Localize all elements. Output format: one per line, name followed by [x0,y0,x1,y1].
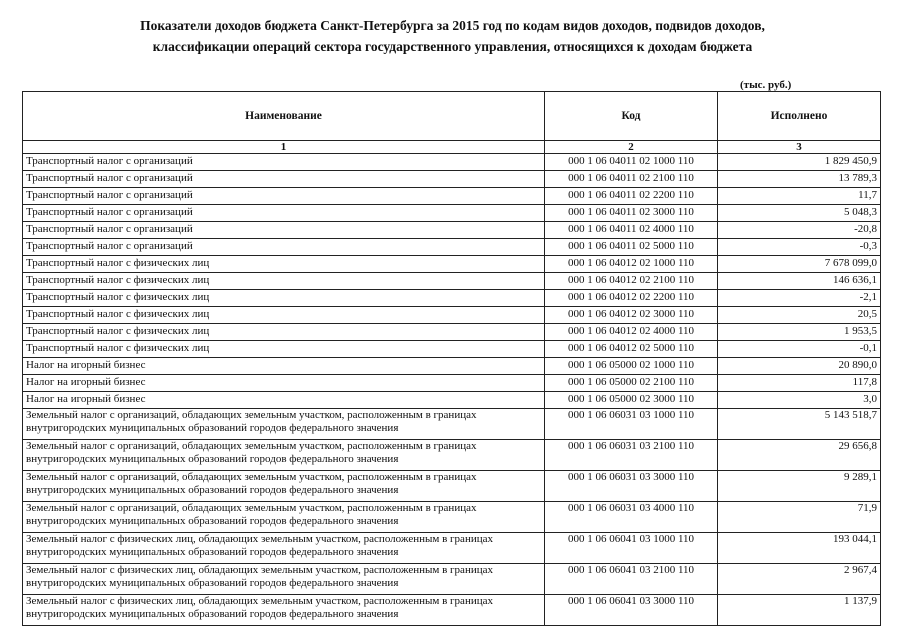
cell-executed: -0,3 [718,239,881,256]
cell-name [23,171,545,188]
table-row [23,290,881,307]
cell-code: 000 1 06 04012 02 5000 110 [545,341,718,358]
cell-name-line: Земельный налог с физических лиц, обладающих земельным участком, расположенным в границах [26,595,493,607]
cell-executed: -2,1 [718,290,881,307]
table-row [23,358,881,375]
cell-name [23,341,545,358]
table-row [23,471,881,502]
cell-name-line: Транспортный налог с физических лиц [26,308,210,320]
cell-name [23,222,545,239]
cell-name [23,502,545,533]
cell-code: 000 1 06 06041 03 2100 110 [545,564,718,595]
table-row [23,222,881,239]
cell-code: 000 1 06 05000 02 2100 110 [545,375,718,392]
cell-name [23,533,545,564]
table-row [23,409,881,440]
cell-code: 000 1 06 05000 02 3000 110 [545,392,718,409]
cell-code: 000 1 06 04011 02 5000 110 [545,239,718,256]
cell-name [23,307,545,324]
cell-name-line: Налог на игорный бизнес [26,359,146,371]
cell-name-line: внутригородских муниципальных образований городов федерального значения [26,515,399,527]
table-row [23,154,881,171]
cell-name-line: Налог на игорный бизнес [26,393,146,405]
cell-name-line: Транспортный налог с организаций [26,189,193,201]
table-row [23,273,881,290]
cell-name-line: внутригородских муниципальных образований городов федерального значения [26,577,399,589]
document-title [0,15,905,57]
table-row [23,324,881,341]
cell-executed: 71,9 [718,502,881,533]
cell-executed: 1 137,9 [718,595,881,626]
cell-executed: 1 829 450,9 [718,154,881,171]
cell-code: 000 1 06 04012 02 2100 110 [545,273,718,290]
cell-executed: -20,8 [718,222,881,239]
cell-executed: 117,8 [718,375,881,392]
cell-code: 000 1 06 04011 02 3000 110 [545,205,718,222]
cell-name [23,273,545,290]
cell-executed: 146 636,1 [718,273,881,290]
cell-code: 000 1 06 04012 02 4000 110 [545,324,718,341]
cell-executed: 2 967,4 [718,564,881,595]
table-row [23,205,881,222]
cell-name-line: внутригородских муниципальных образований городов федерального значения [26,608,399,620]
cell-name-line: внутригородских муниципальных образований городов федерального значения [26,546,399,558]
cell-name [23,440,545,471]
cell-name [23,290,545,307]
header-name: Наименование [23,92,545,141]
cell-name-line: Транспортный налог с физических лиц [26,325,210,337]
table-row [23,307,881,324]
title-line-1: Показатели доходов бюджета Санкт-Петербурга за 2015 год по кодам видов доходов, подвидов доходов, [140,18,765,33]
table-row [23,256,881,273]
cell-code: 000 1 06 04011 02 4000 110 [545,222,718,239]
cell-executed: 20 890,0 [718,358,881,375]
revenue-table [22,91,881,626]
cell-name [23,471,545,502]
cell-name-line: Земельный налог с организаций, обладающих земельным участком, расположенным в границах [26,471,477,483]
cell-executed: 193 044,1 [718,533,881,564]
cell-code: 000 1 06 04011 02 2200 110 [545,188,718,205]
cell-code: 000 1 06 05000 02 1000 110 [545,358,718,375]
table-row [23,239,881,256]
cell-name [23,595,545,626]
cell-name [23,409,545,440]
cell-name-line: Налог на игорный бизнес [26,376,146,388]
cell-name [23,358,545,375]
title-line-2: классификации операций сектора государственного управления, относящихся к доходам бюджета [152,39,753,54]
cell-executed: 13 789,3 [718,171,881,188]
cell-name-line: Земельный налог с организаций, обладающих земельным участком, расположенным в границах [26,502,477,514]
table-row [23,375,881,392]
table-row [23,188,881,205]
cell-name-line: Транспортный налог с организаций [26,206,193,218]
cell-name [23,188,545,205]
column-number-row [23,141,881,154]
cell-executed: 7 678 099,0 [718,256,881,273]
cell-name-line: Земельный налог с физических лиц, обладающих земельным участком, расположенным в границах [26,564,493,576]
cell-name [23,392,545,409]
table-row [23,171,881,188]
cell-executed: 5 143 518,7 [718,409,881,440]
table-row [23,595,881,626]
cell-executed: 1 953,5 [718,324,881,341]
header-executed: Исполнено [718,92,881,141]
cell-name-line: Транспортный налог с физических лиц [26,257,210,269]
table-row [23,502,881,533]
table-row [23,564,881,595]
cell-name-line: Земельный налог с физических лиц, обладающих земельным участком, расположенным в границах [26,533,493,545]
cell-name-line: Земельный налог с организаций, обладающих земельным участком, расположенным в границах [26,409,477,421]
table-row [23,440,881,471]
cell-name-line: внутригородских муниципальных образований городов федерального значения [26,453,399,465]
cell-executed: 20,5 [718,307,881,324]
cell-name-line: Транспортный налог с организаций [26,240,193,252]
cell-name [23,375,545,392]
cell-name [23,154,545,171]
cell-code: 000 1 06 04011 02 1000 110 [545,154,718,171]
column-number-3: 3 [718,141,881,154]
cell-executed: 5 048,3 [718,205,881,222]
cell-executed: 29 656,8 [718,440,881,471]
cell-code: 000 1 06 06041 03 3000 110 [545,595,718,626]
cell-code: 000 1 06 04012 02 2200 110 [545,290,718,307]
cell-executed: 3,0 [718,392,881,409]
cell-name [23,564,545,595]
cell-name-line: внутригородских муниципальных образований городов федерального значения [26,484,399,496]
cell-code: 000 1 06 04012 02 3000 110 [545,307,718,324]
cell-name-line: Транспортный налог с организаций [26,172,193,184]
table-row [23,533,881,564]
cell-name-line: внутригородских муниципальных образований городов федерального значения [26,422,399,434]
cell-code: 000 1 06 06031 03 2100 110 [545,440,718,471]
cell-name-line: Транспортный налог с физических лиц [26,342,210,354]
table-header-row [23,92,881,141]
column-number-1: 1 [23,141,545,154]
cell-name-line: Транспортный налог с организаций [26,223,193,235]
cell-code: 000 1 06 06031 03 3000 110 [545,471,718,502]
cell-name-line: Транспортный налог с физических лиц [26,274,210,286]
cell-code: 000 1 06 04012 02 1000 110 [545,256,718,273]
cell-name [23,239,545,256]
column-number-2: 2 [545,141,718,154]
unit-label: (тыс. руб.) [740,79,792,91]
table-row [23,392,881,409]
cell-name [23,324,545,341]
cell-name-line: Транспортный налог с физических лиц [26,291,210,303]
cell-code: 000 1 06 06031 03 4000 110 [545,502,718,533]
cell-name [23,256,545,273]
header-code: Код [545,92,718,141]
cell-executed: 11,7 [718,188,881,205]
cell-code: 000 1 06 06041 03 1000 110 [545,533,718,564]
cell-name-line: Транспортный налог с организаций [26,155,193,167]
cell-executed: 9 289,1 [718,471,881,502]
cell-code: 000 1 06 04011 02 2100 110 [545,171,718,188]
cell-code: 000 1 06 06031 03 1000 110 [545,409,718,440]
cell-name-line: Земельный налог с организаций, обладающих земельным участком, расположенным в границах [26,440,477,452]
cell-name [23,205,545,222]
cell-executed: -0,1 [718,341,881,358]
table-row [23,341,881,358]
